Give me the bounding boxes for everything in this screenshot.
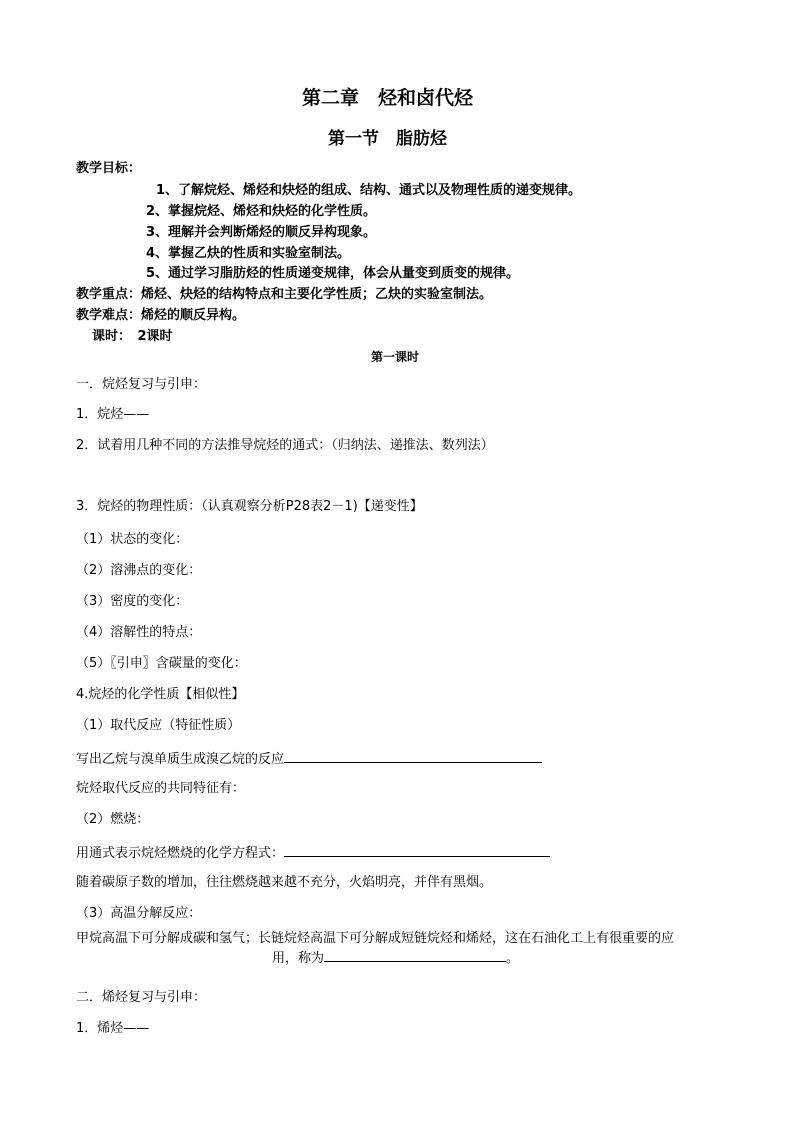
property-item: （3）密度的变化： [76, 594, 189, 609]
combustion-note: 随着碳原子数的增加，往往燃烧越来越不充分，火焰明亮，并伴有黑烟。 [76, 875, 493, 890]
property-item: （5）〖引申〗含碳量的变化： [76, 656, 247, 671]
answer-blank[interactable] [284, 844, 550, 857]
substitution-reaction: （1）取代反应（特征性质） [76, 718, 241, 733]
lesson-title: 第一课时 [371, 350, 420, 364]
property-item: （4）溶解性的特点： [76, 625, 202, 640]
section-title: 第一节 脂肪烃 [328, 129, 447, 149]
answer-blank[interactable] [324, 949, 506, 962]
pyrolysis: （3）高温分解反应： [76, 906, 202, 921]
alkane-physical-properties: 3．烷烃的物理性质：（认真观察分析P28表2－1)【递变性】 [76, 499, 423, 514]
substitution-common-features: 烷烃取代反应的共同特征有： [76, 781, 246, 796]
property-item: （2）溶沸点的变化： [76, 563, 202, 578]
goal-item: 4、掌握乙炔的性质和实验室制法。 [146, 246, 351, 261]
pyrolysis-text-prefix: 用，称为 [272, 951, 325, 966]
pyrolysis-text: 甲烷高温下可分解成碳和氢气；长链烷烃高温下可分解成短链烷烃和烯烃，这在石油化工上有很重要的应 [76, 931, 675, 946]
part1-heading: 一．烷烃复习与引申： [76, 377, 207, 392]
combustion: （2）燃烧： [76, 812, 150, 827]
difficulty: 教学难点：烯烃的顺反异构。 [76, 308, 246, 323]
pyrolysis-text-suffix: 。 [506, 951, 520, 966]
goal-item: 3、理解并会判断烯烃的顺反异构现象。 [146, 225, 377, 240]
answer-blank[interactable] [284, 750, 542, 763]
goal-item: 2、掌握烷烃、烯烃和炔烃的化学性质。 [146, 204, 377, 219]
key-points: 教学重点：烯烃、炔烃的结构特点和主要化学性质；乙炔的实验室制法。 [76, 287, 493, 302]
pyrolysis-text-cont [272, 949, 519, 967]
property-item: （1）状态的变化： [76, 532, 189, 547]
alkane-formula-question: 2．试着用几种不同的方法推导烷烃的通式：（归纳法、递推法、数列法） [76, 438, 494, 453]
goals-heading: 教学目标： [76, 161, 142, 176]
periods: 课时： 2课时 [92, 329, 173, 344]
alkane-chemical-properties: 4.烷烃的化学性质【相似性】 [76, 687, 245, 702]
alkane-definition: 1．烷烃—— [76, 407, 150, 422]
alkene-definition: 1．烯烃—— [76, 1021, 150, 1036]
goal-item: 5、通过学习脂肪烃的性质递变规律，体会从量变到质变的规律。 [146, 266, 520, 281]
goal-item: 1、了解烷烃、烯烃和炔烃的组成、结构、通式以及物理性质的递变规律。 [156, 183, 582, 198]
part2-heading: 二．烯烃复习与引申： [76, 990, 207, 1005]
substitution-question [76, 750, 542, 768]
combustion-question-text: 用通式表示烷烃燃烧的化学方程式： [76, 846, 285, 861]
chapter-title: 第二章 烃和卤代烃 [302, 87, 474, 109]
substitution-question-text: 写出乙烷与溴单质生成溴乙烷的反应 [76, 752, 285, 767]
combustion-question [76, 844, 550, 862]
